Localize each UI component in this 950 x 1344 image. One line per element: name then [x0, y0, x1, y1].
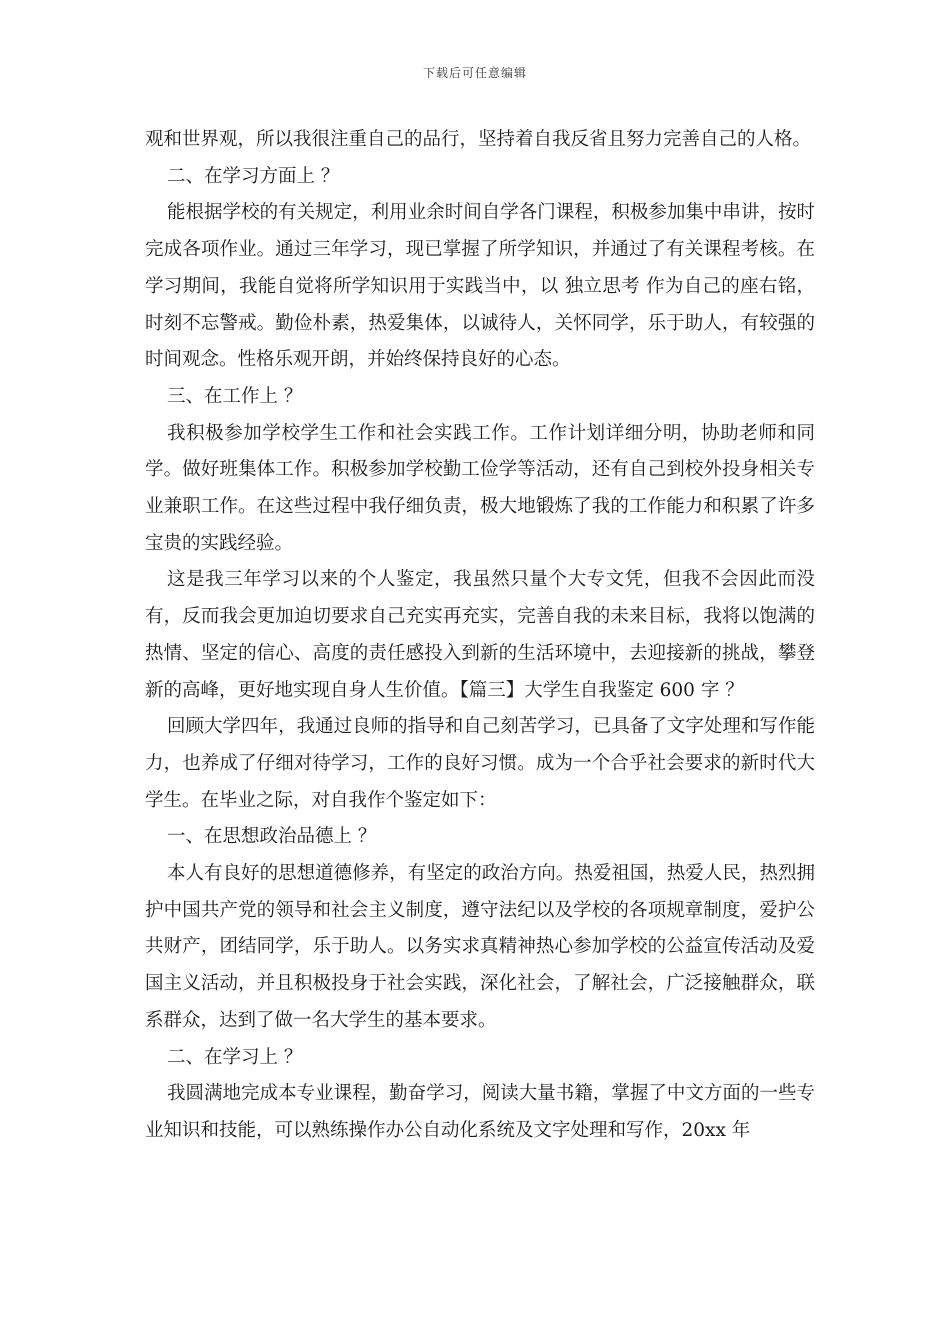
paragraph-5: 回顾大学四年，我通过良师的指导和自己刻苦学习，已具备了文字处理和写作能力，也养成了仔细对待学习，工作的良好习惯。成为一个合乎社会要求的新时代大学生。在毕业之际，对自我作个鉴定如下：: [145, 716, 815, 811]
section-heading-work: 三、在工作上 ？: [167, 385, 303, 407]
paragraph-1: 观和世界观，所以我很注重自己的品行，坚持着自我反省且努力完善自己的人格。: [145, 129, 812, 150]
paragraph-3: 我积极参加学校学生工作和社会实践工作。工作计划详细分明，协助老师和同学。做好班集体工作。积极参加学校勤工俭学等活动，还有自己到校外投身相关专业兼职工作。在这些过程中我仔细负责，极大地锻炼了我的工作能力和积累了许多宝贵的实践经验。: [145, 422, 815, 554]
document-body: [145, 122, 815, 1150]
section-heading-ideology: 一、在思想政治品德上 ？: [167, 826, 377, 848]
paragraph-2: 能根据学校的有关规定，利用业余时间自学各门课程，积极参加集中串讲，按时完成各项作业。通过三年学习，现已掌握了所学知识，并通过了有关课程考核。在学习期间，我能自觉将所学知识用于实践当中，以 独立思考 作为自己的座右铭，时刻不忘警戒。勤俭朴素，热爱集体，以诚待人，关怀同学，乐于助人，有较强的时间观念。性格乐观开朗，并始终保持良好的心态。: [145, 202, 815, 371]
section-heading-study: 二、在学习方面上 ？: [167, 165, 340, 187]
section-heading-learning: 二、在学习上 ？: [167, 1046, 303, 1068]
paragraph-7: 我圆满地完成本专业课程，勤奋学习，阅读大量书籍，掌握了中文方面的一些专业知识和技能，可以熟练操作办公自动化系统及文字处理和写作，20xx 年: [145, 1083, 815, 1141]
paragraph-4: 这是我三年学习以来的个人鉴定，我虽然只量个大专文凭，但我不会因此而没有，反而我会更加迫切要求自己充实再充实，完善自我的未来目标，我将以饱满的热情、坚定的信心、高度的责任感投入到新的生活环境中，去迎接新的挑战，攀登新的高峰，更好地实现自身人生价值。【篇三】大学生自我鉴定 600 字 ？: [145, 569, 815, 701]
paragraph-6: 本人有良好的思想道德修养，有坚定的政治方向。热爱祖国，热爱人民，热烈拥护中国共产党的领导和社会主义制度，遵守法纪以及学校的各项规章制度，爱护公共财产，团结同学，乐于助人。以务实求真精神热心参加学校的公益宣传活动及爱国主义活动，并且积极投身于社会实践，深化社会，了解社会，广泛接触群众，联系群众，达到了做一名大学生的基本要求。: [145, 863, 815, 1031]
page-header: 下载后可任意编辑: [422, 66, 527, 80]
